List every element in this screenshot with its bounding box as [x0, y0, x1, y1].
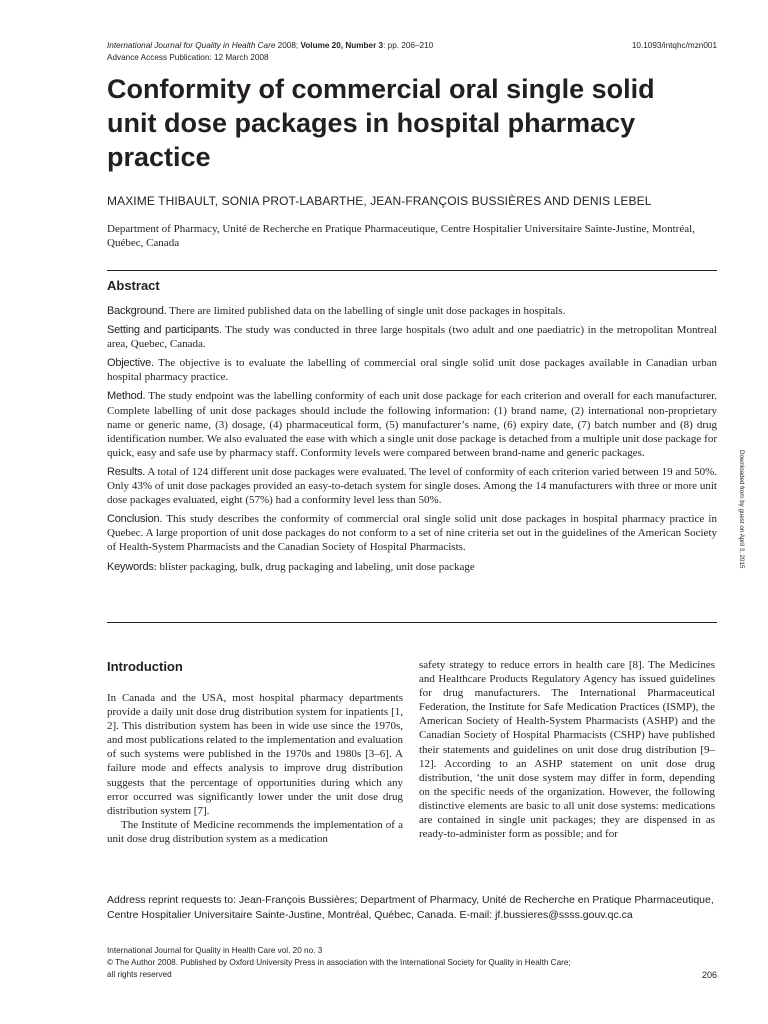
intro-paragraph-1: In Canada and the USA, most hospital pharmacy departments provide a daily unit dose drug distribution system for inpatients [1, 2]. This distribution system has been in wide use since the 1970s, and most publications related to the implementation and evaluation of such systems were published in the 1970s and 1980s [3–6]. A failure mode and effects analysis to improve drug distribution suggests that the percentage of opportunities during which any error occurred was significantly lower under the unit dose drug distribution system [7].: [107, 692, 403, 817]
authors: MAXIME THIBAULT, SONIA PROT-LABARTHE, JEAN-FRANÇOIS BUSSIÈRES AND DENIS LEBEL: [107, 194, 652, 208]
abstract-label: Background.: [107, 305, 167, 317]
intro-paragraph-2: The Institute of Medicine recommends the implementation of a unit dose drug distribution system as a medication: [107, 818, 403, 845]
abstract-heading: Abstract: [107, 278, 160, 293]
keywords-text: : blister packaging, bulk, drug packaging and labeling, unit dose package: [153, 560, 475, 573]
abstract-objective: [107, 356, 717, 384]
abstract-label: Conclusion.: [107, 513, 163, 526]
abstract-text: This study describes the conformity of commercial oral single solid unit dose packages in hospital pharmacy practice in Quebec. A large proportion of unit dose packages do not conform to a set of nine criteria set out in the guidelines of the American Society of Health-System Pharmacists and the Canadian Society of Hospital Pharmacists.: [107, 513, 717, 554]
citation-line: [107, 40, 433, 52]
abstract-label: Results.: [107, 465, 146, 478]
footer-journal: International Journal for Quality in Health Care vol. 20 no. 3: [107, 946, 323, 955]
abstract-text: A total of 124 different unit dose packages were evaluated. The level of conformity of each criterion varied between 19 and 50%. Only 43% of unit dose packages provided an easy-to-detach system for single doses. Among the 14 manufacturers with three or more unit dose packages evaluated, eight (57%) had a conformity level less than 50%.: [107, 465, 717, 507]
intro-paragraph-3: safety strategy to reduce errors in health care [8]. The Medicines and Healthcare Products Regulatory Agency has issued guidelines for drug manufacturers. The International Pharmaceutical Federation, the Institute for Safe Medication Practices (ISMP), the American Society of Health-System Pharmacists (ASHP) and the Canadian Society of Hospital Pharmacists (CSHP) have published their statements and guidelines on unit dose drug distribution [9–12]. According to an ASHP statement on unit dose drug distribution, ‘the unit dose system may differ in form, depending on the specific needs of the organization. However, the following distinctive elements are basic to all unit dose systems: medications are contained in single unit packages; they are dispensed in as ready-to-administer form as possible; and for: [419, 659, 715, 841]
abstract-text: The study was conducted in three large hospitals (two adult and one paediatric) in the metropolitan Montreal area, Quebec, Canada.: [107, 324, 717, 351]
header-divider: [107, 270, 717, 271]
reprint-address: Address reprint requests to: Jean-François Bussières; Department of Pharmacy, Unité de Recherche en Pratique Pharmaceutique, Centre Hospitalier Universitaire Sainte-Justine, Montréal, Québec, Canada. E-mail: jf.bussieres@ssss.gouv.qc.ca: [107, 894, 714, 921]
page-footer: [107, 945, 717, 981]
page-number: 206: [701, 970, 717, 980]
abstract-label: Setting and participants.: [107, 324, 222, 337]
abstract-label: Objective.: [107, 357, 154, 370]
abstract-background: [107, 304, 717, 318]
left-column: [107, 691, 403, 846]
abstract-text: The objective is to evaluate the labelling of commercial oral single solid unit dose packages available in Canadian urban hospital pharmacy practice.: [107, 357, 717, 384]
abstract-setting: [107, 323, 717, 351]
article-title: Conformity of commercial oral single solid unit dose packages in hospital pharmacy practice: [107, 74, 655, 172]
journal-year: 2008;: [275, 41, 301, 50]
keywords: [107, 560, 717, 574]
abstract: [107, 278, 717, 579]
affiliation: Department of Pharmacy, Unité de Recherche en Pratique Pharmaceutique, Centre Hospitalier Universitaire Sainte-Justine, Montréal, Québec, Canada: [107, 223, 695, 249]
journal-pages: : pp. 206–210: [383, 41, 434, 50]
journal-header: [107, 40, 717, 64]
download-watermark: Downloaded from by guest on April 3, 2015: [738, 450, 745, 569]
doi: 10.1093/intqhc/mzn001: [631, 41, 717, 50]
journal-volume: Volume 20, Number 3: [300, 41, 384, 50]
advance-access: Advance Access Publication: 12 March 2008: [107, 53, 269, 62]
abstract-method: [107, 389, 717, 459]
abstract-text: There are limited published data on the labelling of single unit dose packages in hospitals.: [166, 305, 566, 317]
abstract-divider: [107, 622, 717, 623]
abstract-results: [107, 465, 717, 507]
abstract-text: The study endpoint was the labelling conformity of each unit dose package for each criterion and overall for each manufacturer. Complete labelling of unit dose packages should include the following information: (1) brand name, (2) international non-proprietary name or generic name, (3) dosage, (4) pharmaceutical form, (5) manufacturer’s name, (6) expiry date, (7) batch number and (8) drug identification number. We also evaluated the ease with which a single unit dose package is detached from a multiple unit dose package for quick, easy and safe use by pharmacy staff. Conformity levels were compared between brand-name and generic packages.: [107, 390, 717, 459]
keywords-label: Keywords: [107, 560, 154, 573]
abstract-conclusion: [107, 512, 717, 554]
footer-rights: all rights reserved: [107, 970, 172, 979]
journal-name: International Journal for Quality in Health Care: [107, 41, 276, 50]
introduction-heading: Introduction: [107, 659, 183, 674]
abstract-label: Method.: [107, 390, 146, 403]
footer-copyright: © The Author 2008. Published by Oxford University Press in association with the International Society for Quality in Health Care;: [107, 958, 571, 967]
right-column: [419, 658, 715, 841]
